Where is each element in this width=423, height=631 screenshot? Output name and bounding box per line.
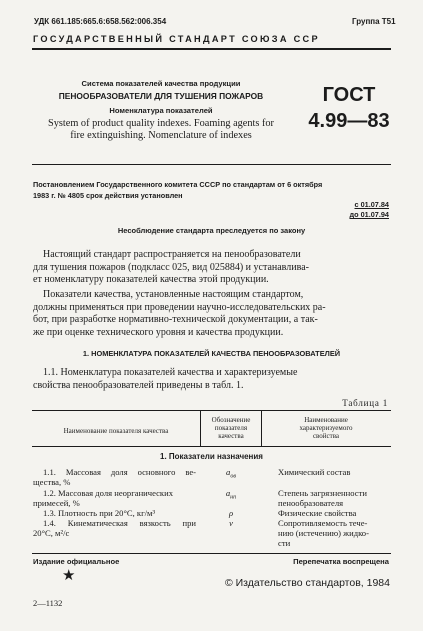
- subtitle: Номенклатура показателей: [109, 106, 213, 115]
- row-name-line: 1.4. Кинематическая вязкость при: [43, 518, 196, 528]
- table-row: [33, 518, 196, 538]
- print-code: 2—1132: [33, 598, 63, 608]
- row-name-line: 1.1. Массовая доля основного ве-: [43, 467, 196, 477]
- symbol-letter: a: [225, 488, 231, 498]
- header-line: характеризуемого: [299, 424, 353, 432]
- row-symbol: [201, 518, 261, 533]
- table-header-rule: [32, 446, 391, 447]
- text-line: должны применяться при проведении научно-исследовательских ра-: [33, 301, 326, 313]
- row-name-line: 1.3. Плотность при 20°С, кг/м³: [43, 508, 156, 518]
- intro-paragraph-2: [33, 289, 389, 339]
- system-title: Система показателей качества продукции: [81, 79, 241, 88]
- row-name-line: 20°С, м²/с: [33, 528, 70, 538]
- english-title-line: System of product quality indexes. Foaming agents for: [48, 118, 274, 129]
- section-paragraph: [33, 367, 389, 392]
- publisher-copyright: © Издательство стандартов, 1984: [224, 577, 390, 589]
- table-group-heading: 1. Показатели назначения: [160, 452, 263, 461]
- table-row: [33, 467, 196, 487]
- table-caption: Таблица 1: [342, 398, 388, 408]
- header-line: качества: [218, 432, 244, 440]
- main-title: ПЕНООБРАЗОВАТЕЛИ ДЛЯ ТУШЕНИЯ ПОЖАРОВ: [58, 91, 264, 101]
- property-line: Степень загрязненности: [278, 488, 367, 498]
- table-header-name: Наименование показателя качества: [63, 427, 169, 435]
- gost-number: 4.99—83: [308, 110, 390, 132]
- section-heading: 1. НОМЕНКЛАТУРА ПОКАЗАТЕЛЕЙ КАЧЕСТВА ПЕНООБРАЗОВАТЕЛЕЙ: [82, 349, 341, 358]
- property-line: нию (истечению) жидко-: [278, 528, 369, 538]
- law-warning: Несоблюдение стандарта преследуется по закону: [117, 226, 306, 235]
- footer-rule: [32, 553, 391, 554]
- text-line: 1.1. Номенклатура показателей качества и характеризуемые: [43, 367, 298, 378]
- symbol-letter: ν: [229, 518, 233, 528]
- group-code: Группа Т51: [352, 17, 396, 26]
- header-line: Наименование: [304, 416, 348, 424]
- table-row: [33, 488, 196, 508]
- decree-line-1: Постановлением Государственного комитета СССР по стандартам от 6 октября: [33, 180, 323, 189]
- english-title-line: fire extinguishing. Nomenclature of indexes: [70, 130, 252, 141]
- title-rule: [32, 164, 391, 165]
- symbol-letter: a: [226, 467, 231, 477]
- header-line: показателя: [214, 424, 248, 432]
- text-line: Настоящий стандарт распространяется на пенообразователи: [43, 249, 301, 260]
- row-symbol: [201, 488, 261, 503]
- table-header-symbol: [201, 416, 261, 440]
- row-name-line: 1.2. Массовая доля неорганических: [43, 488, 174, 498]
- row-property: [278, 508, 391, 518]
- row-property: [278, 488, 391, 508]
- text-line: свойства пенообразователей приведены в табл. 1.: [33, 379, 244, 391]
- property-line: пенообразователя: [278, 498, 344, 508]
- text-line: бот, при разработке нормативно-технической документации, а так-: [33, 314, 318, 325]
- udk-code: УДК 661.185:665.6:658.562:006.354: [34, 17, 167, 26]
- symbol-letter: ρ: [228, 508, 234, 518]
- reprint-prohibited: Перепечатка воспрещена: [293, 557, 389, 566]
- header-line: Обозначение: [211, 416, 251, 424]
- row-symbol: [201, 467, 261, 482]
- property-line: Химический состав: [278, 467, 351, 477]
- text-line: ет номенклатуру показателей качества этой продукции.: [33, 274, 269, 285]
- star-icon: ★: [62, 568, 76, 584]
- property-line: Сопротивляемость тече-: [278, 518, 368, 528]
- symbol-subscript: нп: [230, 494, 237, 501]
- property-line: Физические свойства: [278, 508, 357, 518]
- table-top-rule: [32, 410, 391, 411]
- table-row: [33, 508, 196, 518]
- table-header-property: [262, 416, 390, 440]
- english-title: [32, 118, 290, 142]
- validity-to: до 01.07.94: [349, 210, 389, 219]
- row-property: [278, 518, 391, 548]
- text-line: для тушения пожаров (подкласс 025, вид 025884) и устанавлива-: [33, 261, 309, 273]
- property-line: сти: [278, 538, 291, 548]
- gost-label: ГОСТ: [322, 84, 376, 106]
- symbol-subscript: ов: [230, 473, 236, 480]
- text-line: же при оценке технического уровня и качества продукции.: [33, 326, 284, 338]
- validity-from: с 01.07.84: [354, 200, 389, 209]
- standard-type: ГОСУДАРСТВЕННЫЙ СТАНДАРТ СОЮЗА ССР: [33, 34, 320, 44]
- row-name-line: примесей, %: [33, 498, 80, 508]
- decree-line-2: 1983 г. № 4805 срок действия установлен: [33, 191, 183, 200]
- row-property: [278, 467, 391, 477]
- text-line: Показатели качества, установленные настоящим стандартом,: [43, 289, 304, 300]
- official-edition: Издание официальное: [33, 557, 120, 566]
- intro-paragraph-1: [33, 249, 389, 287]
- row-name-line: щества, %: [33, 477, 71, 487]
- header-line: свойства: [312, 432, 340, 440]
- header-rule: [32, 48, 391, 50]
